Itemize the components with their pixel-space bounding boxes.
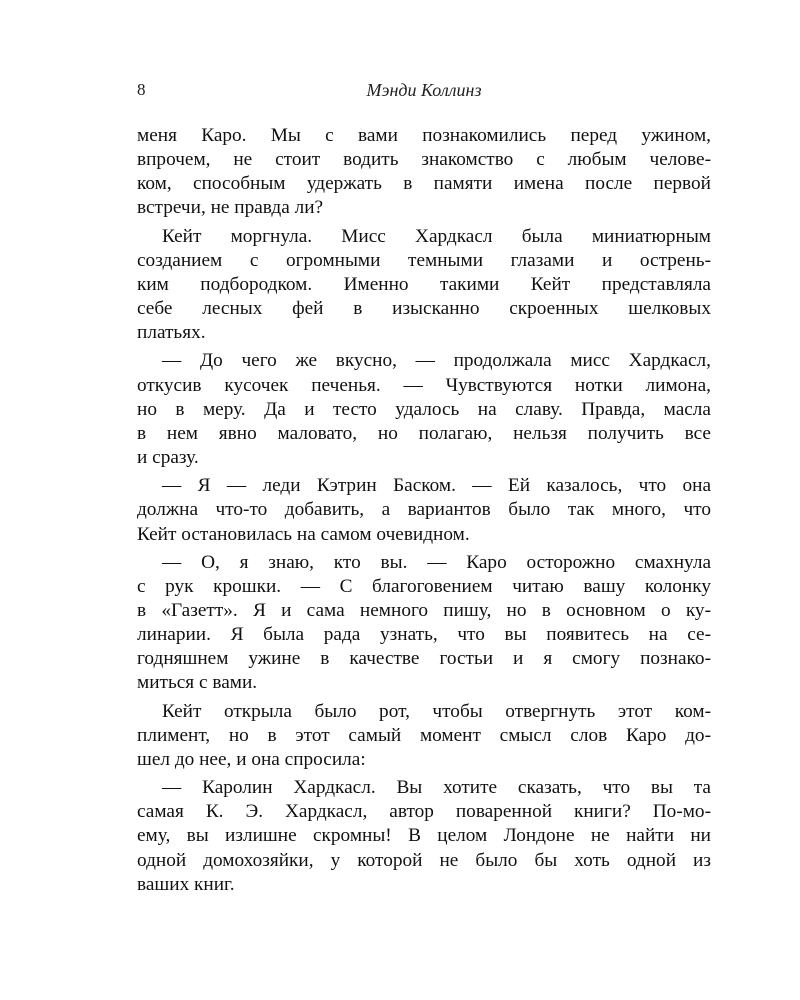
text-line: встречи, не правда ли? <box>137 197 324 219</box>
paragraph <box>137 349 711 470</box>
body-text <box>137 124 711 901</box>
text-line: ему, вы излишне скромны! В целом Лондоне не найти ни <box>137 825 711 847</box>
running-title-author: Мэнди Коллинз <box>366 80 482 100</box>
text-line: себе лесных фей в изысканно скроенных шелковых <box>137 298 711 320</box>
text-line: созданием с огромными темными глазами и острень- <box>137 249 711 271</box>
text-line: должна что-то добавить, а вариантов было так много, что <box>137 499 711 521</box>
text-line: меня Каро. Мы с вами познакомились перед ужином, <box>137 125 711 146</box>
text-line: откусив кусочек печенья. — Чувствуются нотки лимона, <box>137 374 711 396</box>
text-line: самая К. Э. Хардкасл, автор поваренной книги? По-мо- <box>137 801 711 823</box>
text-line: — До чего же вкусно, — продолжала мисс Хардкасл, <box>162 350 711 372</box>
paragraph <box>137 225 711 346</box>
text-line: годняшнем ужине в качестве гостьи и я смогу познако- <box>137 648 711 670</box>
text-line: шел до нее, и она спросила: <box>137 748 366 770</box>
text-line: Кейт остановилась на самом очевидном. <box>137 523 470 545</box>
text-line: и сразу. <box>137 447 199 469</box>
text-line: линарии. Я была рада узнать, что вы появитесь на се- <box>137 624 711 646</box>
text-line: ваших книг. <box>137 873 235 895</box>
text-line: — О, я знаю, кто вы. — Каро осторожно смахнула <box>162 551 711 573</box>
text-line: ким подбородком. Именно такими Кейт представляла <box>137 273 711 295</box>
text-line: в нем явно маловато, но полагаю, нельзя получить все <box>137 422 711 444</box>
paragraph <box>137 474 711 546</box>
page-number: 8 <box>137 80 146 99</box>
text-line: Кейт открыла было рот, чтобы отвергнуть этот ком- <box>162 700 711 722</box>
text-line: плимент, но в этот самый момент смысл слов Каро до- <box>137 724 711 746</box>
text-line: ком, способным удержать в памяти имена после первой <box>137 173 711 195</box>
text-line: Кейт моргнула. Мисс Хардкасл была миниатюрным <box>162 225 711 247</box>
paragraph <box>137 124 711 221</box>
paragraph <box>137 776 711 897</box>
page-header <box>137 80 711 104</box>
text-line: — Я — леди Кэтрин Баском. — Ей казалось, что она <box>162 475 711 497</box>
text-line: платьях. <box>137 322 206 344</box>
paragraph <box>137 551 711 696</box>
text-line: — Каролин Хардкасл. Вы хотите сказать, что вы та <box>162 777 711 799</box>
paragraph <box>137 700 711 772</box>
text-line: в «Газетт». Я и сама немного пишу, но в основном о ку- <box>137 599 711 621</box>
text-line: одной домохозяйки, у которой не было бы хоть одной из <box>137 849 711 871</box>
text-line: с рук крошки. — С благоговением читаю вашу колонку <box>137 575 711 597</box>
text-line: миться с вами. <box>137 672 258 694</box>
text-line: впрочем, не стоит водить знакомство с любым челове- <box>137 149 711 171</box>
text-line: но в меру. Да и тесто удалось на славу. Правда, масла <box>137 398 711 420</box>
